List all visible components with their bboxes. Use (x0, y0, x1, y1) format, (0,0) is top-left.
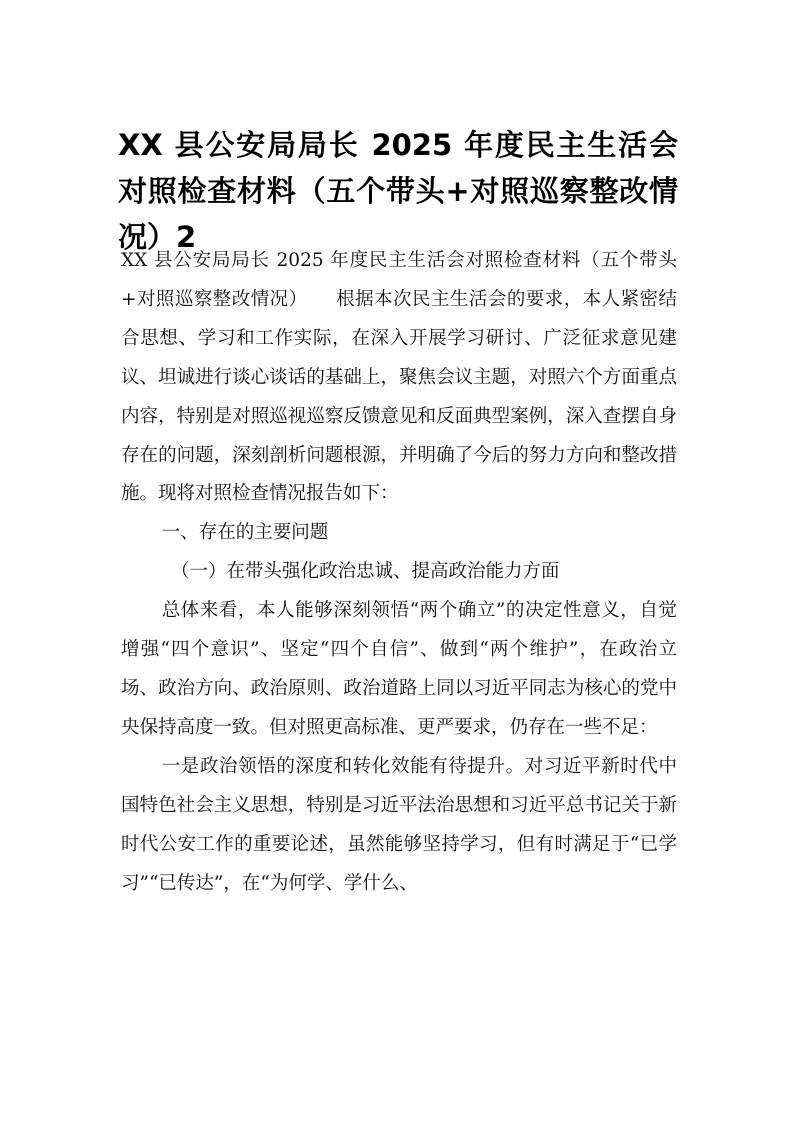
document-body (121, 242, 677, 903)
intro-paragraph: XX 县公安局局长 2025 年度民主生活会对照检查材料（五个带头+对照巡察整改情况） 根据本次民主生活会的要求，本人紧密结合思想、学习和工作实际，在深入开展学习研讨、广泛征求意见建议、坦诚进行谈心谈话的基础上，聚焦会议主题，对照六个方面重点内容，特别是对照巡视巡察反馈意见和反面典型案例，深入查摆自身存在的问题，深刻剖析问题根源，并明确了今后的努力方向和整改措施。现将对照检查情况报告如下： (121, 250, 677, 505)
subsection-heading: （一）在带头强化政治忠诚、提高政治能力方面 (170, 561, 560, 583)
section-heading: 一、存在的主要问题 (161, 522, 329, 544)
body-paragraph: 总体来看，本人能够深刻领悟“两个确立”的决定性意义，自觉增强“四个意识”、坚定“四个自信”、做到“两个维护”，在政治立场、政治方向、政治原则、政治道路上同以习近平同志为核心的党中央保持高度一致。但对照更高标准、更严要求，仍存在一些不足： (121, 600, 677, 738)
document-title: XX 县公安局局长 2025 年度民主生活会对照检查材料（五个带头+对照巡察整改情况）2 (118, 128, 678, 254)
body-paragraph: 一是政治领悟的深度和转化效能有待提升。对习近平新时代中国特色社会主义思想，特别是习近平法治思想和习近平总书记关于新时代公安工作的重要论述，虽然能够坚持学习，但有时满足于“已学习”“已传达”，在“为何学、学什么、 (121, 755, 677, 894)
